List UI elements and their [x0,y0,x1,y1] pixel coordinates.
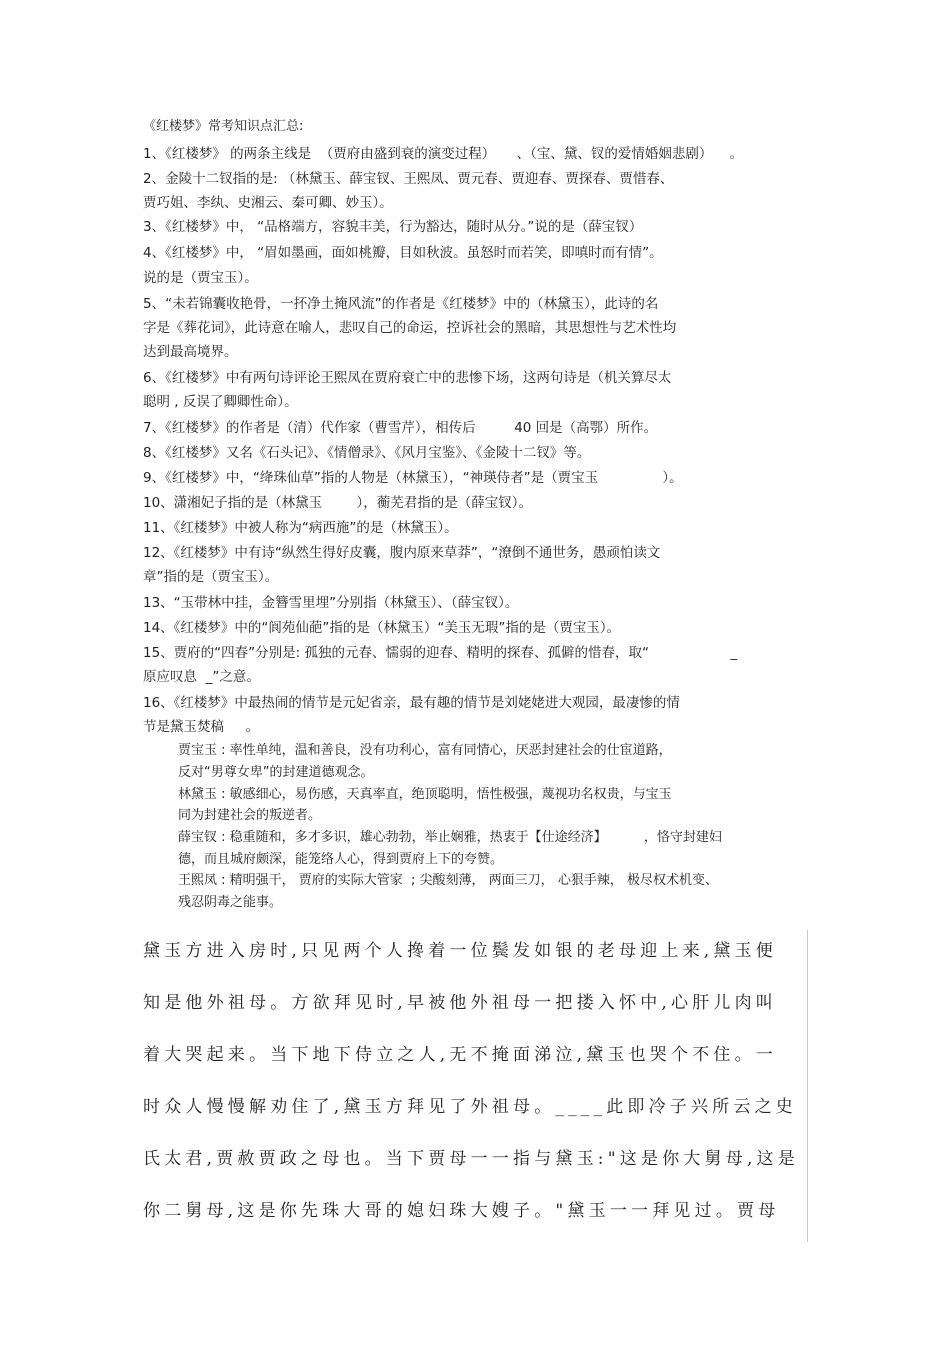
passage-line: 时众人慢慢解劝住了,黛玉方拜见了外祖母。____此即冷子兴所云之史 [143,1097,798,1117]
list-item: 3、《红楼梦》中， “品格端方，容貌丰美，行为豁达，随时从分。”说的是（薛宝钗） [143,219,643,235]
passage-line: 黛玉方进入房时,只见两个人搀着一位鬓发如银的老母迎上来,黛玉便 [143,941,778,961]
list-item: 14、《红楼梦》中的“阆苑仙葩”指的是（林黛玉）“美玉无瑕”指的是（贾宝玉）。 [143,620,621,636]
character-line: 贾宝玉 : 率性单纯，温和善良，没有功利心，富有同情心，厌恶封建社会的仕宦道路， [178,743,672,758]
character-line: 林黛玉 : 敏感细心，易伤感，天真率直，绝顶聪明，悟性极强，蔑视功名权贵，与宝玉 [178,787,672,802]
list-item: 11、《红楼梦》中被人称为“病西施”的是（林黛玉）。 [143,520,458,536]
list-item: 16、《红楼梦》中最热闹的情节是元妃省亲，最有趣的情节是刘姥姥进大观园，最凄惨的情 [143,695,680,711]
list-item: 7、《红楼梦》的作者是（清）代作家（曹雪芹），相传后 40 回是（高鄂）所作。 [143,420,658,436]
passage-line: 着大哭起来。当下地下侍立之人,无不掩面涕泣,黛玉也哭个不住。一 [143,1045,778,1065]
list-item: 字是《葬花词》，此诗意在喻人，悲叹自己的命运，控诉社会的黑暗，其思想性与艺术性均 [143,320,677,336]
list-item: 章”指的是（贾宝玉）。 [143,569,279,585]
character-line: 同为封建社会的叛逆者。 [178,808,322,823]
list-item: 6、《红楼梦》中有两句诗评论王熙凤在贾府衰亡中的悲惨下场，这两句诗是（机关算尽太 [143,370,672,386]
list-item: 贾巧姐、李纨、史湘云、秦可卿、妙玉）。 [143,195,393,211]
list-item: 12、《红楼梦》中有诗“纵然生得好皮囊，腹内原来草莽”，“潦倒不通世务，愚顽怕读文 [143,545,661,561]
list-item: 10、潇湘妃子指的是（林黛玉 ），蘅芜君指的是（薛宝钗）。 [143,495,533,511]
passage-line: 你二舅母,这是你先珠大哥的媳妇珠大嫂子。"黛玉一一拜见过。贾母 [143,1201,780,1221]
list-item: 原应叹息 _”之意。 [143,669,260,685]
list-item: 2、金陵十二钗指的是: （林黛玉、薛宝钗、王熙凤、贾元春、贾迎春、贾探春、贾惜春、 [143,171,674,187]
character-line: 残忍阴毒之能事。 [178,895,283,910]
list-item: 聪明 , 反误了卿卿性命）。 [143,394,298,410]
list-item: 说的是（贾宝玉）。 [143,270,258,286]
list-item: 9、《红楼梦》中，“绛珠仙草”指的人物是（林黛玉），“神瑛侍者”是（贾宝玉 ）。 [143,470,683,486]
list-item: 达到最高境界。 [143,344,238,360]
list-item: 节是黛玉焚稿 。 [143,719,259,735]
list-item: 4、《红楼梦》中， “眉如墨画，面如桃瓣，目如秋波。虽怒时而若笑，即嗔时而有情”。 [143,245,663,261]
character-line: 王熙凤 : 精明强干， 贾府的实际大管家 ; 尖酸刻薄， 两面三刀， 心狠手辣， 极尽权术机变、 [178,873,718,888]
list-item: 8、《红楼梦》又名《石头记》、《情僧录》、《风月宝鉴》、《金陵十二钗》等。 [143,445,591,461]
character-line: 德，而且城府颇深，能笼络人心，得到贾府上下的夸赞。 [178,852,504,867]
doc-heading: 《红楼梦》常考知识点汇总: [143,119,304,134]
list-item: 15、贾府的“四春”分别是: 孤独的元春、懦弱的迎春、精明的探春、孤僻的惜春，取“ _ [143,645,738,661]
passage-line: 氏太君,贾赦贾政之母也。当下贾母一一指与黛玉:"这是你大舅母,这是 [143,1149,799,1169]
passage-line: 知是他外祖母。方欲拜见时,早被他外祖母一把搂入怀中,心肝儿肉叫 [143,993,778,1013]
character-line: 反对“男尊女卑”的封建道德观念。 [178,765,374,780]
list-item: 1、《红楼梦》 的两条主线是 （贾府由盛到衰的演变过程） 、（宝、黛、钗的爱情婚姻悲剧） 。 [143,146,744,162]
list-item: 13、“玉带林中挂，金簪雪里埋”分别指（林黛玉）、（薛宝钗）。 [143,595,519,611]
list-item: 5、“未若锦囊收艳骨，一抔净土掩风流”的作者是《红楼梦》中的（林黛玉），此诗的名 [143,296,659,312]
character-line: 薛宝钗 : 稳重随和，多才多识，雄心勃勃，举止娴雅，热衷于【仕途经济】 ，恪守封建妇 [178,830,722,845]
